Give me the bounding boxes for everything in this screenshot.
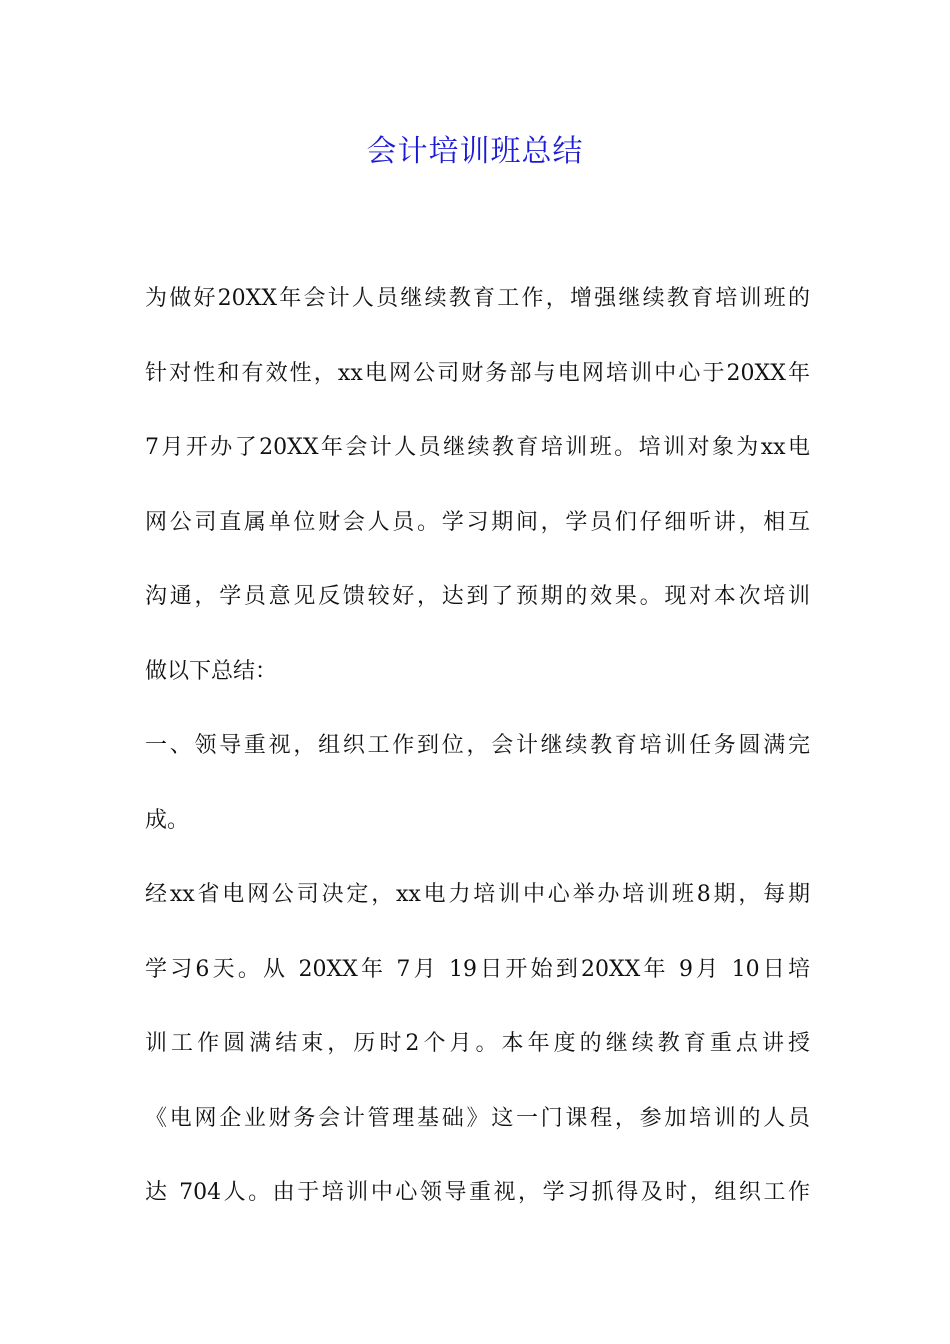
body-line: 7月开办了20XX年会计人员继续教育培训班。培训对象为xx电 (145, 435, 810, 460)
document-body (145, 262, 810, 1231)
body-line: 训工作圆满结束，历时2个月。本年度的继续教育重点讲授 (145, 1031, 810, 1056)
body-line: 《电网企业财务会计管理基础》这一门课程，参加培训的人员 (145, 1105, 810, 1131)
body-line: 针对性和有效性，xx电网公司财务部与电网培训中心于20XX年 (145, 360, 810, 386)
body-line: 学习6天。从 20XX年 7月 19日开始到20XX年 9月 10日培 (145, 956, 810, 982)
body-line: 成。 (145, 807, 190, 833)
body-line: 沟通，学员意见反馈较好，达到了预期的效果。现对本次培训 (145, 584, 810, 609)
body-line: 网公司直属单位财会人员。学习期间，学员们仔细听讲，相互 (145, 509, 810, 535)
body-line: 一、领导重视，组织工作到位，会计继续教育培训任务圆满完 (145, 733, 810, 758)
body-line: 做以下总结： (145, 658, 278, 684)
body-line: 经xx省电网公司决定，xx电力培训中心举办培训班8期，每期 (145, 882, 810, 907)
document-title: 会计培训班总结 (366, 134, 584, 169)
body-line: 为做好20XX年会计人员继续教育工作，增强继续教育培训班的 (145, 286, 810, 311)
body-line: 达 704人。由于培训中心领导重视，学习抓得及时，组织工作 (145, 1180, 810, 1205)
